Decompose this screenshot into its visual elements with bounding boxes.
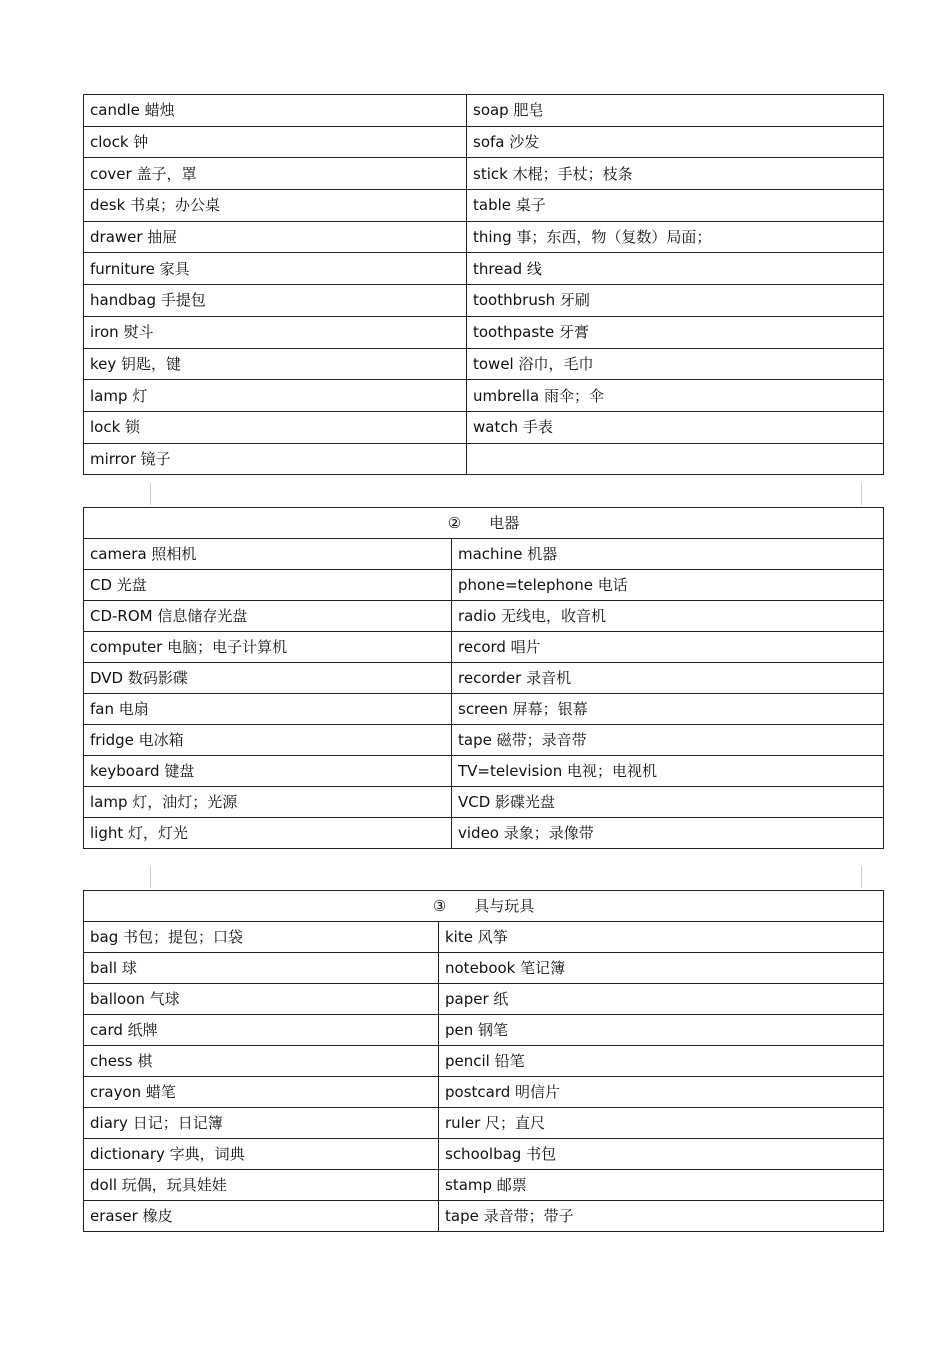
- table-cell: stamp 邮票: [439, 1170, 884, 1201]
- table-cell: umbrella 雨伞；伞: [467, 380, 884, 412]
- table-row: [84, 1139, 884, 1170]
- table-cell: furniture 家具: [84, 253, 467, 285]
- table-row: [84, 190, 884, 222]
- table-cell: toothbrush 牙刷: [467, 285, 884, 317]
- table-cell: CD 光盘: [84, 570, 452, 601]
- section-divider: [150, 866, 862, 888]
- table-cell: keyboard 键盘: [84, 756, 452, 787]
- table-row: [84, 694, 884, 725]
- table-cell: tape 磁带；录音带: [452, 725, 884, 756]
- table-cell: crayon 蜡笔: [84, 1077, 439, 1108]
- table-cell: thing 事；东西，物（复数）局面；: [467, 221, 884, 253]
- appliances-vocab-table: [83, 507, 884, 849]
- table-row: [84, 380, 884, 412]
- table-row: [84, 411, 884, 443]
- section-number: ③: [432, 897, 447, 915]
- table-row: [84, 285, 884, 317]
- table-cell: fan 电扇: [84, 694, 452, 725]
- table-row: [84, 632, 884, 663]
- table-cell: CD-ROM 信息储存光盘: [84, 601, 452, 632]
- section-title: 具与玩具: [474, 897, 535, 915]
- table-cell: machine 机器: [452, 539, 884, 570]
- table-cell: radio 无线电，收音机: [452, 601, 884, 632]
- section-title: 电器: [489, 514, 520, 532]
- table-cell: screen 屏幕；银幕: [452, 694, 884, 725]
- table-cell: phone=telephone 电话: [452, 570, 884, 601]
- table-cell: computer 电脑；电子计算机: [84, 632, 452, 663]
- table-row: [84, 1170, 884, 1201]
- table-row: [84, 443, 884, 475]
- table-body: [84, 95, 884, 475]
- table-row: [84, 922, 884, 953]
- toys-vocab-table: [83, 890, 884, 1232]
- furniture-vocab-table: [83, 94, 884, 475]
- table-row: [84, 1015, 884, 1046]
- table-cell: watch 手表: [467, 411, 884, 443]
- table-cell: camera 照相机: [84, 539, 452, 570]
- table-row: [84, 1201, 884, 1232]
- table-cell: paper 纸: [439, 984, 884, 1015]
- table-cell: bag 书包；提包；口袋: [84, 922, 439, 953]
- table-cell: sofa 沙发: [467, 126, 884, 158]
- table-cell: [467, 443, 884, 475]
- table-cell: stick 木棍；手杖；枝条: [467, 158, 884, 190]
- table-row: [84, 601, 884, 632]
- table-cell: clock 钟: [84, 126, 467, 158]
- table-cell: eraser 橡皮: [84, 1201, 439, 1232]
- table-cell: card 纸牌: [84, 1015, 439, 1046]
- table-cell: cover 盖子，罩: [84, 158, 467, 190]
- table-cell: lamp 灯，油灯；光源: [84, 787, 452, 818]
- table-cell: mirror 镜子: [84, 443, 467, 475]
- table-row: [84, 663, 884, 694]
- table-cell: light 灯，灯光: [84, 818, 452, 849]
- table-cell: DVD 数码影碟: [84, 663, 452, 694]
- section-header-row: [84, 508, 884, 539]
- table-cell: thread 线: [467, 253, 884, 285]
- table-cell: pencil 铅笔: [439, 1046, 884, 1077]
- section-header: [84, 508, 884, 539]
- table-cell: recorder 录音机: [452, 663, 884, 694]
- table-cell: candle 蜡烛: [84, 95, 467, 127]
- table-cell: postcard 明信片: [439, 1077, 884, 1108]
- table-cell: pen 钢笔: [439, 1015, 884, 1046]
- table-row: [84, 95, 884, 127]
- table-row: [84, 1046, 884, 1077]
- table-cell: schoolbag 书包: [439, 1139, 884, 1170]
- table-cell: key 钥匙，键: [84, 348, 467, 380]
- table-body: [84, 891, 884, 1232]
- table-cell: towel 浴巾，毛巾: [467, 348, 884, 380]
- table-cell: lock 锁: [84, 411, 467, 443]
- table-cell: kite 风筝: [439, 922, 884, 953]
- table-row: [84, 570, 884, 601]
- table-cell: diary 日记；日记簿: [84, 1108, 439, 1139]
- section-divider: [150, 483, 862, 505]
- table-cell: dictionary 字典，词典: [84, 1139, 439, 1170]
- table-row: [84, 348, 884, 380]
- table-cell: tape 录音带；带子: [439, 1201, 884, 1232]
- table-cell: fridge 电冰箱: [84, 725, 452, 756]
- table-cell: notebook 笔记簿: [439, 953, 884, 984]
- table-cell: table 桌子: [467, 190, 884, 222]
- table-cell: handbag 手提包: [84, 285, 467, 317]
- table-row: [84, 253, 884, 285]
- table-row: [84, 787, 884, 818]
- table-cell: desk 书桌；办公桌: [84, 190, 467, 222]
- table-row: [84, 1108, 884, 1139]
- table-row: [84, 756, 884, 787]
- table-cell: TV=television 电视；电视机: [452, 756, 884, 787]
- table-cell: video 录象；录像带: [452, 818, 884, 849]
- section-header: [84, 891, 884, 922]
- table-cell: drawer 抽屉: [84, 221, 467, 253]
- table-cell: ruler 尺；直尺: [439, 1108, 884, 1139]
- table-row: [84, 126, 884, 158]
- table-cell: doll 玩偶，玩具娃娃: [84, 1170, 439, 1201]
- table-row: [84, 539, 884, 570]
- table-cell: iron 熨斗: [84, 316, 467, 348]
- table-cell: toothpaste 牙膏: [467, 316, 884, 348]
- table-body: [84, 508, 884, 849]
- table-cell: soap 肥皂: [467, 95, 884, 127]
- section-header-row: [84, 891, 884, 922]
- table-row: [84, 818, 884, 849]
- table-row: [84, 316, 884, 348]
- table-cell: balloon 气球: [84, 984, 439, 1015]
- section-number: ②: [447, 514, 462, 532]
- table-row: [84, 953, 884, 984]
- table-row: [84, 158, 884, 190]
- table-row: [84, 221, 884, 253]
- table-row: [84, 1077, 884, 1108]
- table-cell: lamp 灯: [84, 380, 467, 412]
- table-cell: VCD 影碟光盘: [452, 787, 884, 818]
- table-cell: ball 球: [84, 953, 439, 984]
- table-row: [84, 725, 884, 756]
- table-row: [84, 984, 884, 1015]
- table-cell: record 唱片: [452, 632, 884, 663]
- table-cell: chess 棋: [84, 1046, 439, 1077]
